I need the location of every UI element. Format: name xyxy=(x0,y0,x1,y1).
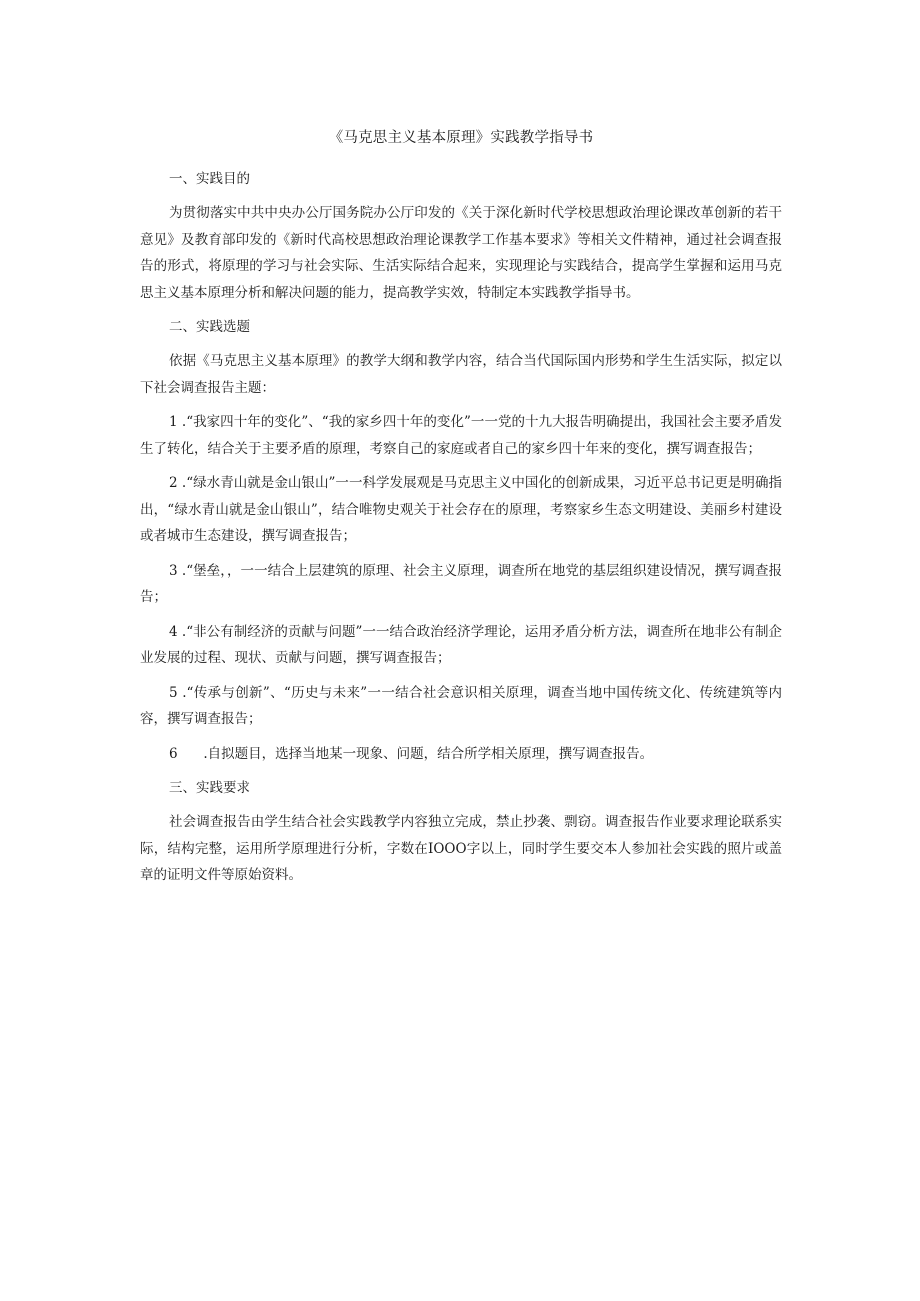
section-purpose-paragraph: 为贯彻落实中共中央办公厅国务院办公厅印发的《关于深化新时代学校思想政治理论课改革创新的若干意见》及教育部印发的《新时代高校思想政治理论课教学工作基本要求》等相关文件精神，通过社会调查报告的形式，将原理的学习与社会实际、生活实际结合起来，实现理论与实践结合，提高学生掌握和运用马克思主义基本原理分析和解决问题的能力，提高教学实效，特制定本实践教学指导书。 xyxy=(140,205,782,301)
section-heading-requirements: 三、实践要求 xyxy=(169,780,250,796)
topic-item-1: 1 .“我家四十年的变化”、“我的家乡四十年的变化”一一党的十九大报告明确提出，我国社会主要矛盾发生了转化，结合关于主要矛盾的原理，考察自己的家庭或者自己的家乡四十年来的变化，撰写调查报告； xyxy=(140,414,782,457)
section-heading-purpose: 一、实践目的 xyxy=(169,171,250,187)
document-title: 《马克思主义基本原理》实践教学指导书 xyxy=(328,130,594,146)
topic-item-6: 6 .自拟题目，选择当地某一现象、问题，结合所学相关原理，撰写调查报告。 xyxy=(169,745,654,762)
section-heading-topics: 二、实践选题 xyxy=(169,319,250,335)
section-topics-intro: 依据《马克思主义基本原理》的教学大纲和教学内容，结合当代国际国内形势和学生生活实际，拟定以下社会调查报告主题： xyxy=(140,353,782,396)
topic-item-4: 4 .“非公有制经济的贡献与问题”一一结合政治经济学理论，运用矛盾分析方法，调查所在地非公有制企业发展的过程、现状、贡献与问题，撰写调查报告； xyxy=(140,623,782,666)
topic-item-3: 3 .“堡垒，，一一结合上层建筑的原理、社会主义原理，调查所在地党的基层组织建设情况，撰写调查报告； xyxy=(140,562,782,605)
topic-item-5: 5 .“传承与创新”、“历史与未来”一一结合社会意识相关原理，调查当地中国传统文化、传统建筑等内容，撰写调查报告； xyxy=(140,684,782,727)
section-requirements-paragraph: 社会调查报告由学生结合社会实践教学内容独立完成，禁止抄袭、剽窃。调查报告作业要求理论联系实际，结构完整，运用所学原理进行分析，字数在IOOO字以上，同时学生要交本人参加社会实践的照片或盖章的证明文件等原始资料。 xyxy=(140,814,782,883)
topic-item-2: 2 .“绿水青山就是金山银山”一一科学发展观是马克思主义中国化的创新成果，习近平总书记更是明确指出，“绿水青山就是金山银山”，结合唯物史观关于社会存在的原理，考察家乡生态文明建设、美丽乡村建设或者城市生态建设，撰写调查报告； xyxy=(140,475,782,544)
document-page xyxy=(140,124,782,897)
